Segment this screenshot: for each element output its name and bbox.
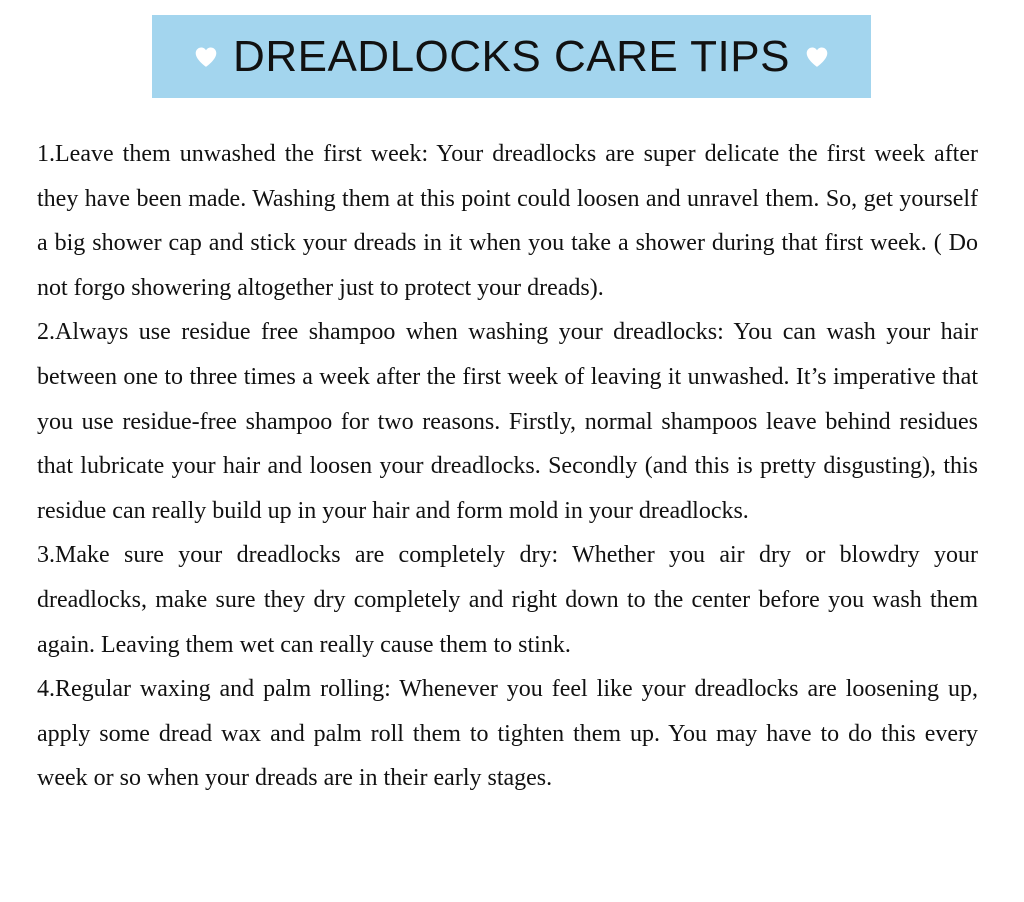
title-banner [152, 15, 871, 98]
tips-body [37, 132, 978, 801]
heart-icon [804, 44, 830, 70]
tip-paragraph-4: 4.Regular waxing and palm rolling: Whenever you feel like your dreadlocks are loosening up, apply some dread wax and palm roll them to tighten them up. You may have to do this every week or so when your dreads are in their early stages. [37, 676, 978, 792]
heart-icon [193, 44, 219, 70]
tip-paragraph-3: 3.Make sure your dreadlocks are completely dry: Whether you air dry or blowdry your dreadlocks, make sure they dry completely and right down to the center before you wash them again. Leaving them wet can really cause them to stink. [37, 542, 978, 658]
tip-paragraph-1: 1.Leave them unwashed the first week: Your dreadlocks are super delicate the first week after they have been made. Washing them at this point could loosen and unravel them. So, get yourself a big shower cap and stick your dreads in it when you take a shower during that first week. ( Do not forgo showering altogether just to protect your dreads). [37, 141, 978, 301]
tip-paragraph-2: 2.Always use residue free shampoo when washing your dreadlocks: You can wash your hair between one to three times a week after the first week of leaving it unwashed. It’s imperative that you use residue-free shampoo for two reasons. Firstly, normal shampoos leave behind residues that lubricate your hair and loosen your dreadlocks. Secondly (and this is pretty disgusting), this residue can really build up in your hair and form mold in your dreadlocks. [37, 319, 978, 524]
page-title: DREADLOCKS CARE TIPS [233, 31, 790, 81]
